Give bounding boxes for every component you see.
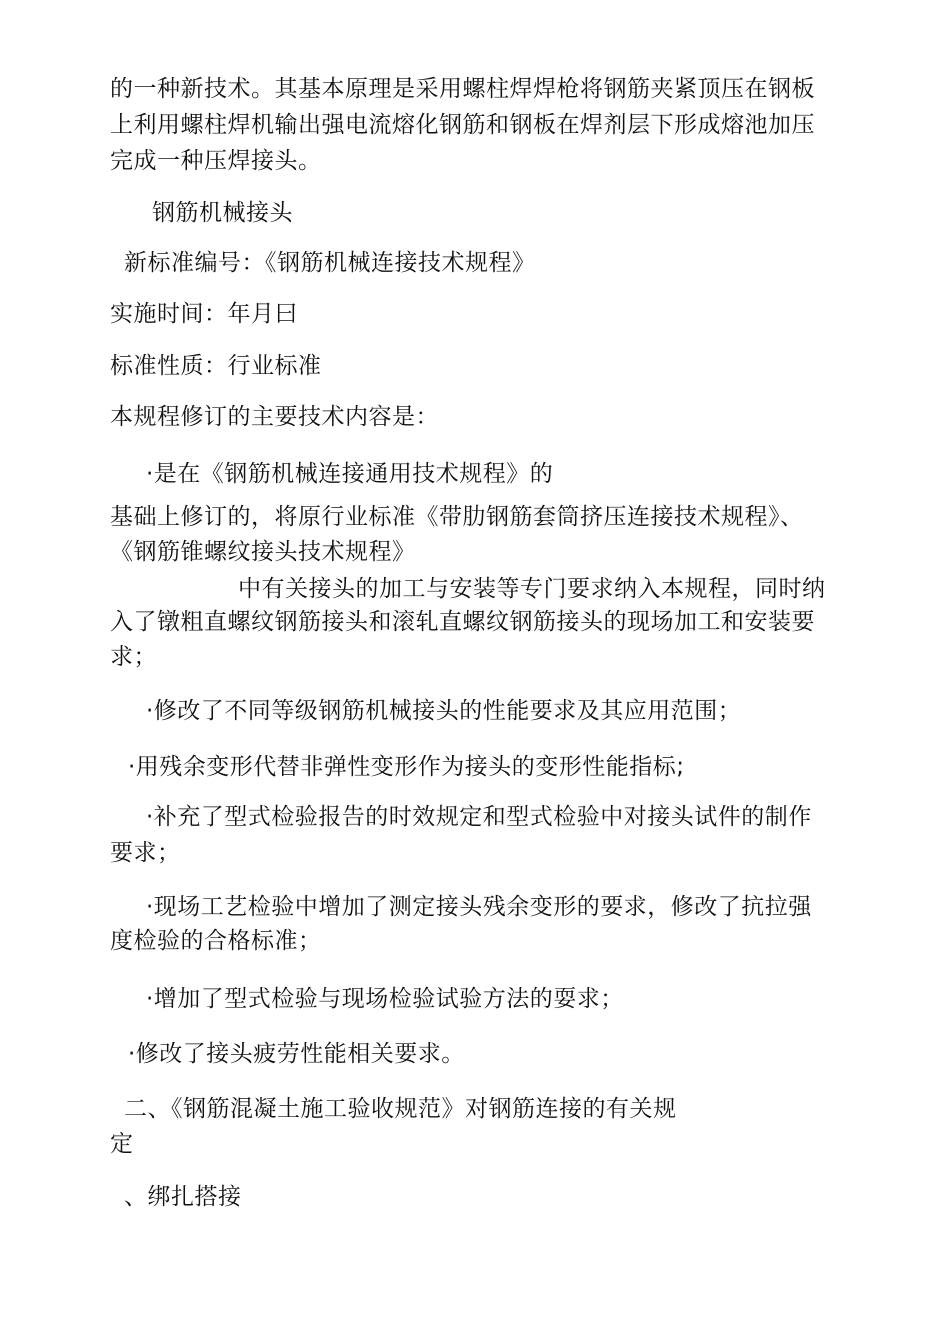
standard-nature: 标准性质：行业标准 [110, 353, 322, 379]
item1-line-1: ·是在《钢筋机械连接通用技术规程》的 [146, 461, 554, 487]
intro-line-1: 的一种新技术。其基本原理是采用螺柱焊焊枪将钢筋夹紧顶压在钢板 [110, 76, 815, 102]
item4-line-1: ·补充了型式检验报告的时效规定和型式检验中对接头试件的制作 [146, 804, 812, 830]
item7: ·修改了接头疲劳性能相关要求。 [128, 1041, 465, 1067]
item1-line-3: 《钢筋锥螺纹接头技术规程》 [110, 539, 416, 565]
intro-line-2: 上利用螺柱焊机输出强电流熔化钢筋和钢板在焊剂层下形成熔池加压 [110, 112, 815, 138]
main-content-intro: 本规程修订的主要技术内容是： [110, 404, 439, 430]
item1-line-4: 中有关接头的加工与安装等专门要求纳入本规程，同时纳 [238, 576, 826, 602]
item1-line-2: 基础上修订的，将原行业标准《带肋钢筋套筒挤压连接技术规程》、 [110, 504, 804, 530]
item1-line-5: 入了镦粗直螺纹钢筋接头和滚轧直螺纹钢筋接头的现场加工和安装要 [110, 609, 815, 635]
item2: ·修改了不同等级钢筋机械接头的性能要求及其应用范围； [146, 698, 742, 724]
implementation-time: 实施时间：年月曰 [110, 301, 298, 327]
section2-line-2: 定 [110, 1131, 134, 1157]
item1-line-6: 求； [110, 644, 157, 670]
section-title: 钢筋机械接头 [152, 200, 293, 226]
subsection-title: 、绑扎搭接 [124, 1184, 242, 1210]
item6: ·增加了型式检验与现场检验试验方法的耍求； [146, 986, 624, 1012]
intro-line-3: 完成一种压焊接头。 [110, 148, 322, 174]
section2-line-1: 二、《钢筋混凝土施工验收规范》对钢筋连接的有关规 [124, 1096, 677, 1122]
item5-line-1: ·现场工艺检验中增加了测定接头残余变形的要求，修改了抗拉强 [146, 894, 812, 920]
standard-number: 新标准编号：《钢筋机械连接技术规程》 [124, 250, 536, 276]
item5-line-2: 度检验的合格标准； [110, 928, 322, 954]
item4-line-2: 要求； [110, 840, 181, 866]
item3: ·用残余变形代替非弹性变形作为接头的变形性能指标; [128, 754, 685, 780]
